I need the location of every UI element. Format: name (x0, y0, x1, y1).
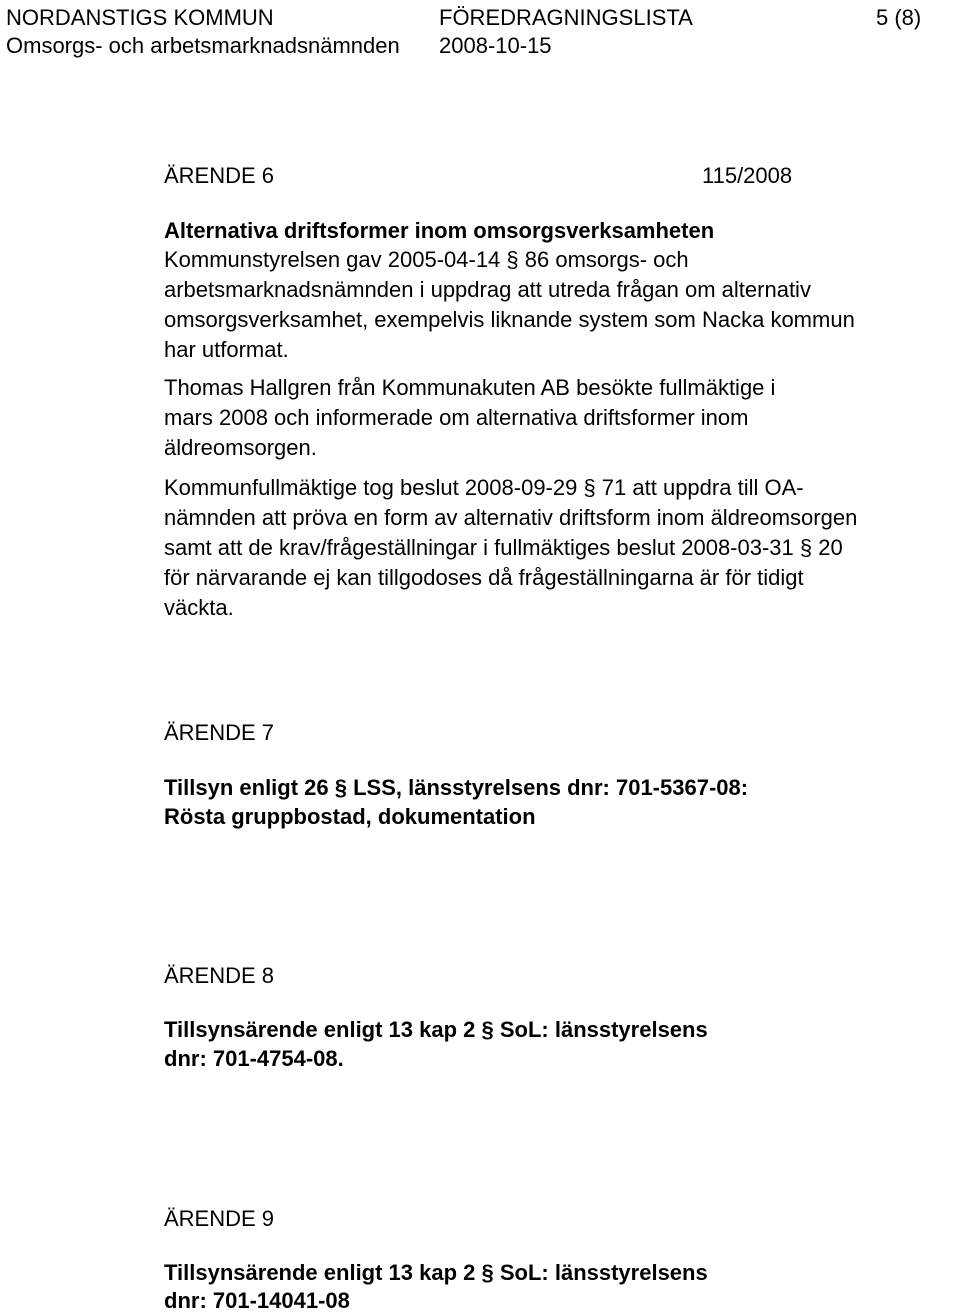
item-title-line: dnr: 701-14041-08 (164, 1288, 350, 1313)
header-org: NORDANSTIGS KOMMUN (6, 5, 274, 30)
item-title: Alternativa driftsformer inom omsorgsverksamheten (164, 218, 715, 243)
paragraph (164, 373, 960, 463)
paragraph-line: Kommunfullmäktige tog beslut 2008-09-29 § 71 att uppdra till OA- (164, 475, 804, 500)
paragraph (164, 245, 960, 365)
item-number: 115/2008 (702, 163, 793, 188)
item-label: ÄRENDE 9 (164, 1206, 275, 1231)
paragraph-line: mars 2008 och informerade om alternativa driftsformer inom (164, 405, 749, 430)
header-doc-type: FÖREDRAGNINGSLISTA (439, 5, 693, 30)
paragraph-line: Kommunstyrelsen gav 2005-04-14 § 86 omsorgs- och (164, 247, 689, 272)
item-title-line: Tillsynsärende enligt 13 kap 2 § SoL: länsstyrelsens (164, 1260, 708, 1285)
paragraph-line: samt att de krav/frågeställningar i fullmäktiges beslut 2008-03-31 § 20 (164, 535, 843, 560)
paragraph-line: äldreomsorgen. (164, 435, 317, 460)
paragraph-line: omsorgsverksamhet, exempelvis liknande system som Nacka kommun (164, 307, 855, 332)
header-date: 2008-10-15 (439, 33, 552, 58)
item-label: ÄRENDE 7 (164, 720, 275, 745)
paragraph-line: har utformat. (164, 337, 289, 362)
paragraph (164, 473, 960, 623)
item-title-line: Tillsynsärende enligt 13 kap 2 § SoL: länsstyrelsens (164, 1017, 708, 1042)
paragraph-line: för närvarande ej kan tillgodoses då frågeställningarna är för tidigt (164, 565, 804, 590)
header-committee: Omsorgs- och arbetsmarknadsnämnden (6, 33, 400, 58)
item-title-line: Tillsyn enligt 26 § LSS, länsstyrelsens dnr: 701-5367-08: (164, 775, 749, 800)
item-label: ÄRENDE 6 (164, 163, 275, 188)
paragraph-line: nämnden att pröva en form av alternativ driftsform inom äldreomsorgen (164, 505, 858, 530)
item-title-line: dnr: 701-4754-08. (164, 1046, 344, 1071)
paragraph-line: arbetsmarknadsnämnden i uppdrag att utreda frågan om alternativ (164, 277, 811, 302)
header-page-number: 5 (8) (876, 5, 922, 30)
item-label: ÄRENDE 8 (164, 963, 275, 988)
item-title-line: Rösta gruppbostad, dokumentation (164, 804, 536, 829)
paragraph-line: Thomas Hallgren från Kommunakuten AB besökte fullmäktige i (164, 375, 776, 400)
paragraph-line: väckta. (164, 595, 234, 620)
